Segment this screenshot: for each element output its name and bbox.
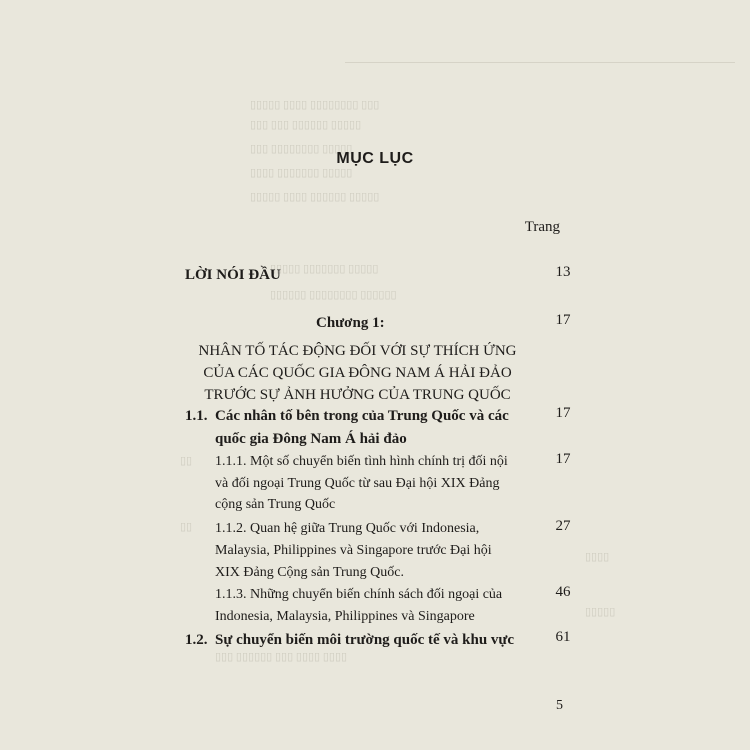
chapter-title: NHÂN TỐ TÁC ĐỘNG ĐỐI VỚI SỰ THÍCH ỨNG CỦA CÁC QUỐC GIA ĐÔNG NAM Á HẢI ĐẢO TRƯỚC SỰ ẢNH HƯỞNG CỦA TRUNG QUỐC — [198, 343, 517, 403]
section-number: 1.1. — [185, 408, 208, 424]
subsection-page: 27 — [555, 518, 571, 534]
toc-title: MỤC LỤC — [336, 150, 414, 167]
section-number: 1.2. — [185, 632, 208, 648]
subsection-line: Indonesia, Malaysia, Philippines và Singapore — [215, 609, 475, 624]
section-page: 17 — [555, 405, 571, 421]
subsection-line: 1.1.2. Quan hệ giữa Trung Quốc với Indonesia, — [215, 521, 480, 536]
bleed-through-text: ▯▯▯▯▯ ▯▯▯▯ ▯▯▯▯▯▯▯▯ ▯▯▯ — [250, 99, 380, 111]
subsection-line: XIX Đảng Cộng sản Trung Quốc. — [215, 565, 404, 580]
bleed-through-text: ▯▯▯▯▯▯ ▯▯▯▯▯▯▯▯ ▯▯▯▯▯▯ — [270, 289, 397, 301]
subsection-line: và đối ngoại Trung Quốc từ sau Đại hội XIX Đảng — [215, 476, 500, 491]
bleed-through-text: ▯▯ — [180, 455, 193, 467]
subsection-line: 1.1.1. Một số chuyển biến tình hình chính trị đối nội — [215, 454, 508, 469]
bleed-through-text: ▯▯▯▯ ▯▯▯▯▯▯▯ ▯▯▯▯▯ — [250, 167, 353, 179]
section-page: 61 — [555, 629, 571, 645]
section-title-line: Các nhân tố bên trong của Trung Quốc và các — [215, 408, 509, 424]
subsection-page: 46 — [555, 584, 571, 600]
subsection-line: 1.1.3. Những chuyển biến chính sách đối ngoại của — [215, 587, 503, 602]
bleed-through-text: ▯▯▯▯▯ — [585, 606, 616, 618]
bleed-through-text: ▯▯▯ ▯▯▯▯▯▯▯▯ ▯▯▯▯▯ — [250, 143, 353, 155]
chapter-label: Chương 1: — [316, 315, 385, 331]
bleed-through-text: ▯▯▯▯▯ ▯▯▯▯▯▯▯ ▯▯▯▯▯ — [270, 263, 379, 275]
bleed-through-text: ▯▯▯▯ — [585, 551, 610, 563]
chapter-page: 17 — [555, 312, 571, 328]
bleed-through-rule — [345, 62, 735, 63]
page-number: 5 — [556, 698, 563, 713]
bleed-through-text: ▯▯▯ ▯▯▯ ▯▯▯▯▯▯ ▯▯▯▯▯ — [250, 119, 362, 131]
bleed-through-text: ▯▯▯ ▯▯▯▯▯▯ ▯▯▯ ▯▯▯▯ ▯▯▯▯ — [215, 651, 348, 663]
page-column-header: Trang — [524, 219, 560, 235]
bleed-through-text: ▯▯ — [180, 521, 193, 533]
subsection-page: 17 — [555, 451, 571, 467]
section-title-line: Sự chuyển biến môi trường quốc tế và khu vực — [215, 632, 515, 648]
preface-page: 13 — [555, 264, 571, 280]
subsection-line: Malaysia, Philippines và Singapore trước Đại hội — [215, 543, 492, 558]
bleed-through-text: ▯▯▯▯▯ ▯▯▯▯ ▯▯▯▯▯▯ ▯▯▯▯▯ — [250, 191, 380, 203]
subsection-line: cộng sản Trung Quốc — [215, 497, 336, 512]
preface-title: LỜI NÓI ĐẦU — [185, 267, 281, 283]
section-title-line: quốc gia Đông Nam Á hải đảo — [215, 431, 407, 447]
